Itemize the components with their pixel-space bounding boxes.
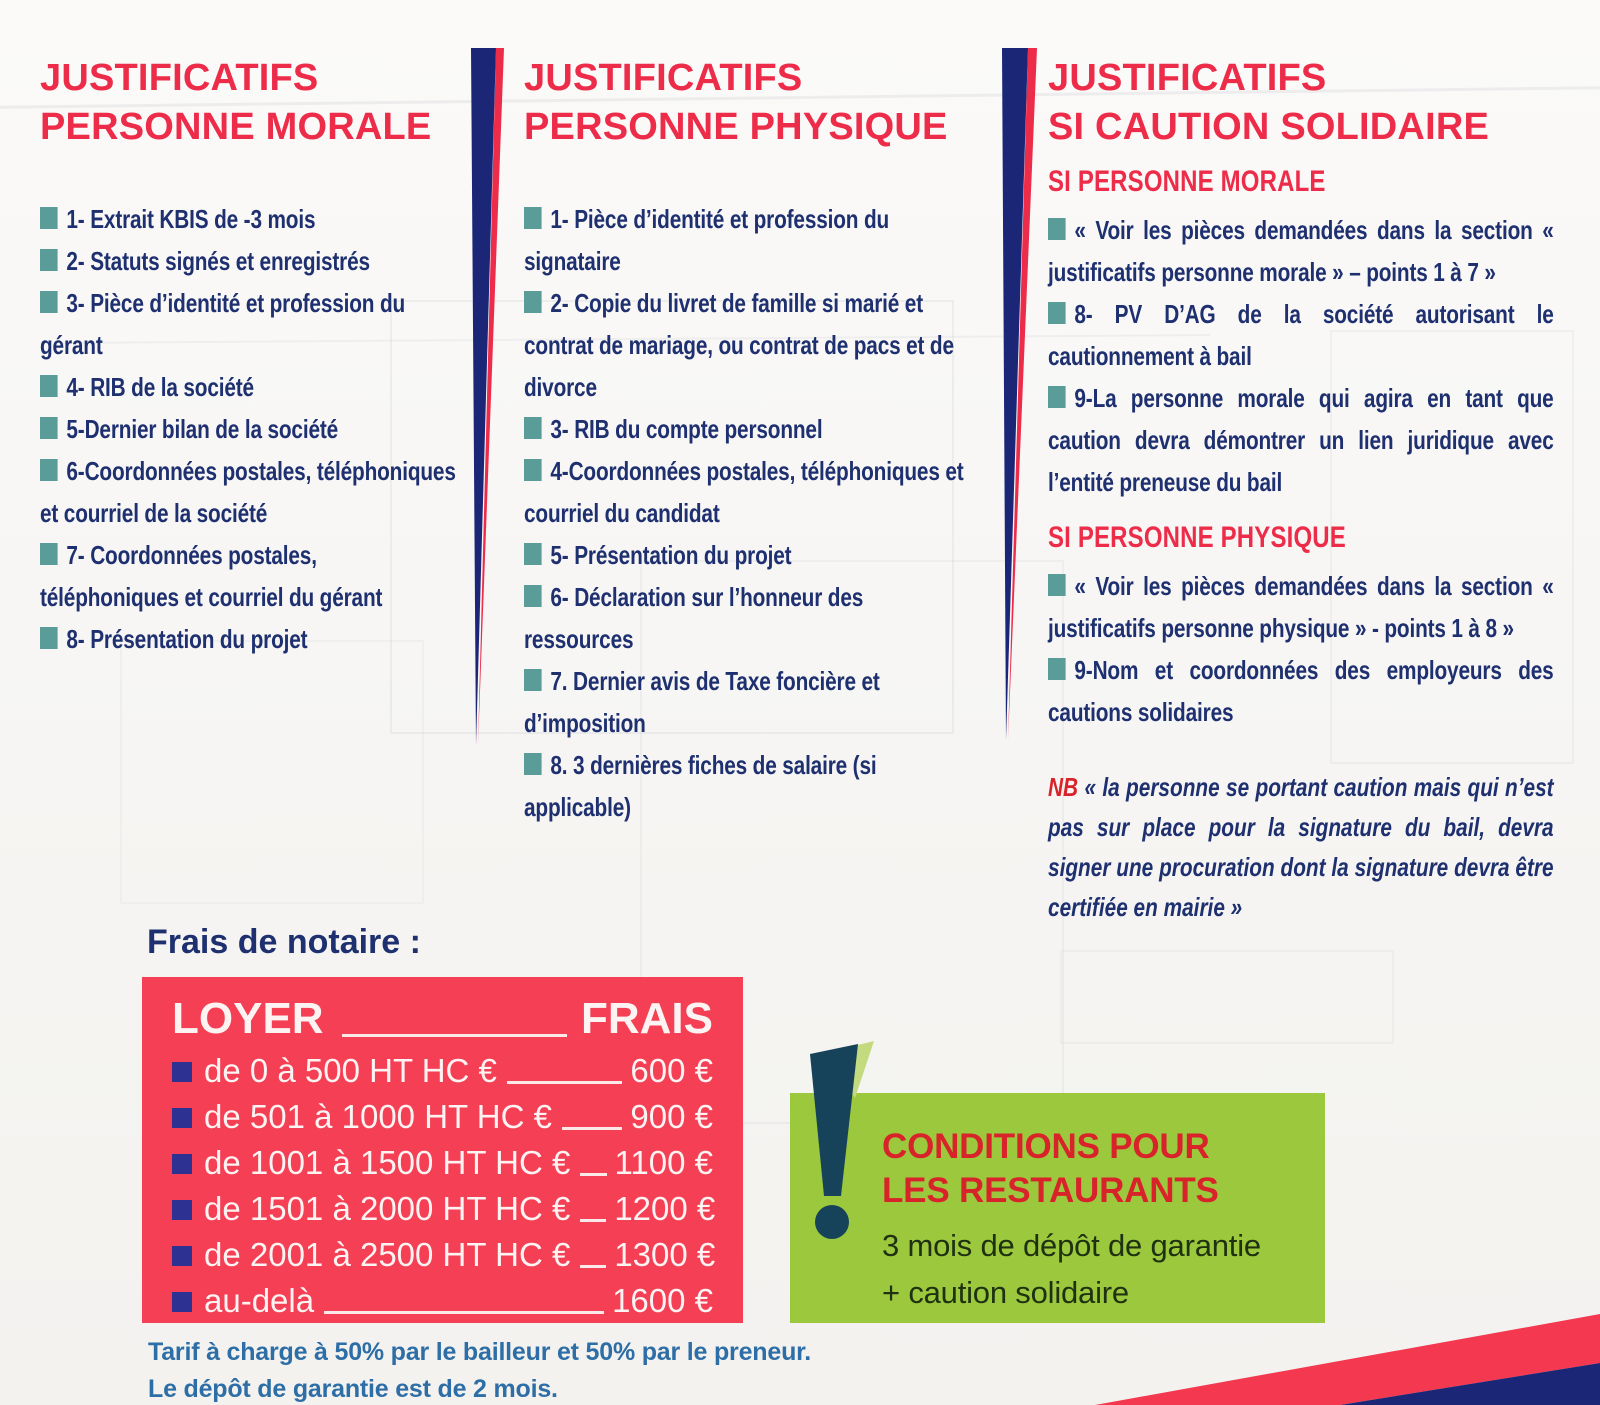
list-item [524,744,972,828]
row-label: de 1501 à 2000 HT HC € [204,1190,571,1227]
list-item-text: 1- Pièce d’identité et profession du signataire [524,204,890,276]
table-header-row [172,991,713,1047]
bullet-square-icon [40,207,58,229]
bullet-square-icon [1048,218,1066,240]
nb-text: « la personne se portant caution mais qui n’est pas sur place pour la signature du bail, devra signer une procuration dont la signature devra être certifiée en mairie » [1048,772,1554,922]
conditions-body [882,1222,1305,1316]
leader-line [580,1173,606,1176]
bullet-square-icon [40,375,58,397]
bullet-square-icon [524,753,542,775]
table-row [172,1186,716,1231]
list-item-text: 9-Nom et coordonnées des employeurs des cautions solidaires [1048,655,1554,727]
leader-line [507,1081,623,1084]
conditions-title-line: CONDITIONS POUR [882,1127,1210,1166]
list-item [524,660,972,744]
conditions-title [882,1125,1305,1213]
list-item-text: 6- Déclaration sur l’honneur des ressources [524,582,864,654]
row-value: 600 € [630,1052,713,1089]
list-item-text: 3- Pièce d’identité et profession du gérant [40,288,406,360]
list-item [524,198,972,282]
list-item [1048,209,1554,293]
list-item-text: 1- Extrait KBIS de -3 mois [66,204,316,234]
bullet-square-icon [524,585,542,607]
title-line: JUSTIFICATIFS [40,57,319,99]
list-item [40,282,460,366]
bullet-square-icon [524,417,542,439]
table-row [172,1048,713,1093]
conditions-title-line: LES RESTAURANTS [882,1171,1219,1210]
list-item [1048,377,1554,503]
list-item-text: « Voir les pièces demandées dans la section « justificatifs personne physique » - points 1 à 8 » [1048,571,1554,643]
bullet-square-icon [40,627,58,649]
bullet-square-icon [40,417,58,439]
list-item [1048,649,1554,733]
title-line: JUSTIFICATIFS [1048,57,1327,99]
list-item-text: 8- PV D’AG de la société autorisant le cautionnement à bail [1048,299,1554,371]
list-item [524,450,972,534]
column-title-caution-solidaire [1048,54,1489,152]
list-item [40,366,460,408]
blueprint-rectangle [120,640,424,904]
subtitle-si-personne-physique: SI PERSONNE PHYSIQUE [1048,521,1346,554]
bullet-square-icon [172,1292,192,1312]
table-row [172,1278,713,1323]
row-value: 1600 € [612,1282,713,1319]
row-label: au-delà [204,1282,315,1319]
footnote-line: Tarif à charge à 50% par le bailleur et 50% par le preneur. [148,1338,812,1366]
conditions-body-line: + caution solidaire [882,1275,1129,1310]
leader-line [580,1219,606,1222]
list-item-text: 4- RIB de la société [66,372,254,402]
bullet-square-icon [524,543,542,565]
column-divider-wedge [466,48,508,748]
list-item [524,408,972,450]
notary-fees-heading: Frais de notaire : [147,923,421,961]
list-item-text: 8. 3 dernières fiches de salaire (si applicable) [524,750,877,822]
column-caution-solidaire-body [1048,163,1554,927]
leader-line [580,1265,606,1268]
bullet-square-icon [172,1062,192,1082]
list-item-text: 8- Présentation du projet [66,624,308,654]
bullet-square-icon [1048,658,1066,680]
list-item [40,240,460,282]
column-divider-wedge [998,48,1040,748]
list-item [524,576,972,660]
row-value: 1200 € [614,1190,716,1227]
list-item [40,408,460,450]
list-item [40,618,460,660]
bullet-square-icon [40,291,58,313]
bullet-square-icon [524,291,542,313]
exclamation-mark-icon [785,1036,895,1251]
column-title-personne-physique [524,54,948,152]
title-line: SI CAUTION SOLIDAIRE [1048,106,1490,148]
table-row [172,1094,713,1139]
row-value: 900 € [630,1098,713,1135]
list-item-text: 2- Copie du livret de famille si marié et contrat de mariage, ou contrat de pacs et de divorce [524,288,954,402]
footnote-line: Le dépôt de garantie est de 2 mois. [148,1375,558,1403]
title-line: PERSONNE MORALE [40,106,432,148]
list-item-text: 5-Dernier bilan de la société [66,414,339,444]
list-item [524,534,972,576]
list-item [40,534,460,618]
bullet-square-icon [1048,574,1066,596]
bullet-square-icon [172,1246,192,1266]
table-header-loyer: LOYER [172,994,324,1043]
table-header-frais: FRAIS [581,994,713,1043]
row-label: de 2001 à 2500 HT HC € [204,1236,571,1273]
list-item-text: 4-Coordonnées postales, téléphoniques et courriel du candidat [524,456,964,528]
table-row [172,1232,716,1277]
title-line: JUSTIFICATIFS [524,57,803,99]
subtitle-si-personne-morale: SI PERSONNE MORALE [1048,165,1326,198]
row-value: 1100 € [614,1144,713,1181]
bullet-square-icon [172,1200,192,1220]
bullet-square-icon [172,1108,192,1128]
bullet-square-icon [40,543,58,565]
list-item [1048,565,1554,649]
leader-line [562,1127,622,1130]
bullet-square-icon [172,1154,192,1174]
list-item [1048,293,1554,377]
list-item-text: « Voir les pièces demandées dans la section « justificatifs personne morale » – points 1 à 7 » [1048,215,1554,287]
conditions-body-line: 3 mois de dépôt de garantie [882,1228,1261,1263]
list-item [40,198,460,240]
bullet-square-icon [1048,386,1066,408]
nb-label: NB [1048,772,1079,802]
list-item-text: 3- RIB du compte personnel [550,414,823,444]
column-personne-morale-list [40,198,460,660]
corner-stripes-decoration [1090,1305,1600,1405]
list-item-text: 7. Dernier avis de Taxe foncière et d’imposition [524,666,880,738]
list-item [524,282,972,408]
leader-line [342,1034,567,1037]
row-label: de 0 à 500 HT HC € [204,1052,497,1089]
list-item-text: 9-La personne morale qui agira en tant que caution devra démontrer un lien juridique avec l’entité preneuse du bail [1048,383,1554,497]
title-line: PERSONNE PHYSIQUE [524,106,948,148]
bullet-square-icon [40,249,58,271]
list-item-text: 5- Présentation du projet [550,540,792,570]
row-value: 1300 € [614,1236,716,1273]
blueprint-rectangle [1060,950,1394,1044]
list-item [40,450,460,534]
row-label: de 501 à 1000 HT HC € [204,1098,552,1135]
bullet-square-icon [524,459,542,481]
column-title-personne-morale [40,54,431,152]
bullet-square-icon [524,207,542,229]
notary-footnote [148,1334,811,1405]
bullet-square-icon [1048,302,1066,324]
table-row [172,1140,713,1185]
bullet-square-icon [40,459,58,481]
bullet-square-icon [524,669,542,691]
nb-note [1048,767,1554,927]
leader-line [324,1311,604,1314]
list-item-text: 2- Statuts signés et enregistrés [66,246,370,276]
column-personne-physique-list [524,198,972,828]
row-label: de 1001 à 1500 HT HC € [204,1144,571,1181]
list-item-text: 6-Coordonnées postales, téléphoniques et courriel de la société [40,456,456,528]
list-item-text: 7- Coordonnées postales, téléphoniques et courriel du gérant [40,540,383,612]
notary-fees-table [142,977,743,1323]
